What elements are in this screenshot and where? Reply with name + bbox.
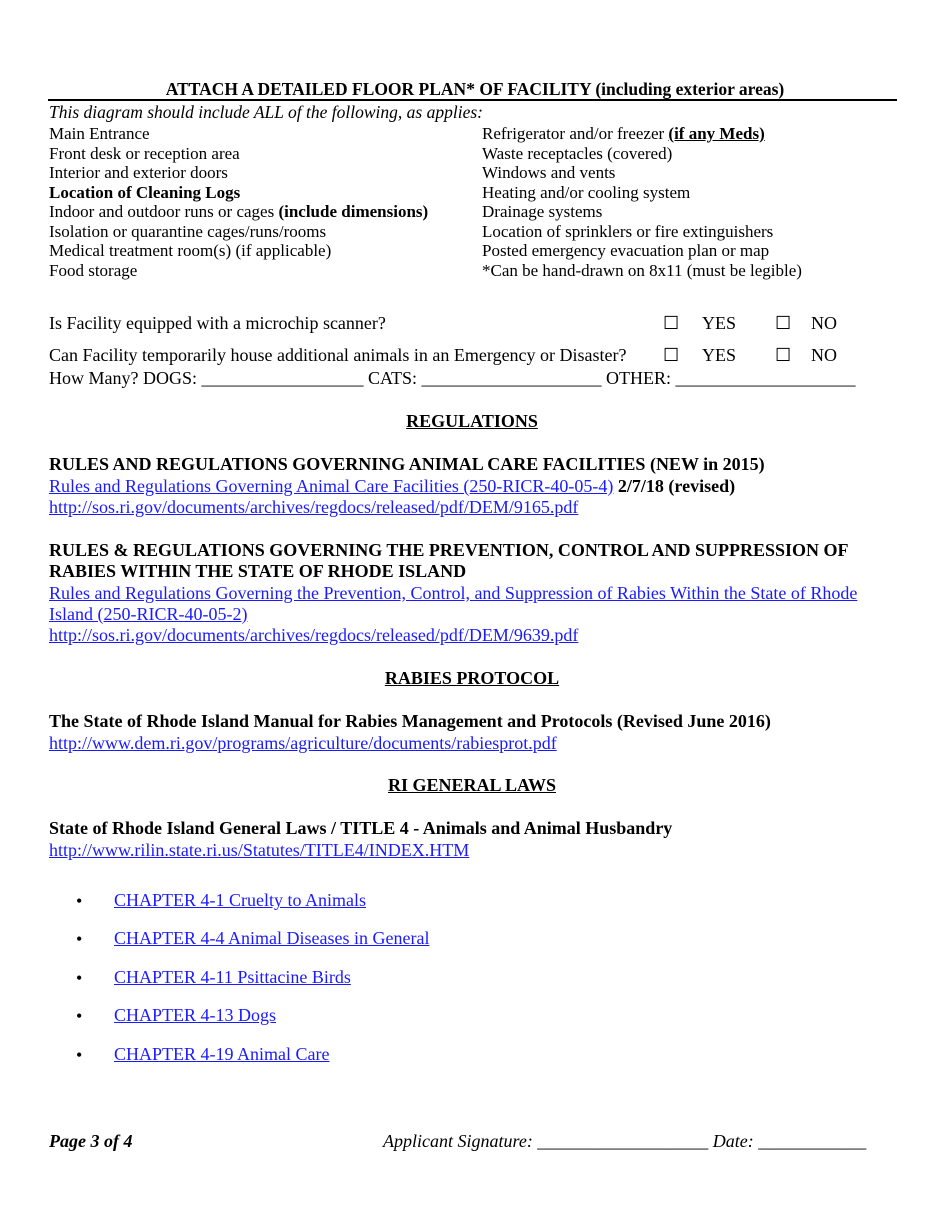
item-doors: Interior and exterior doors bbox=[49, 163, 228, 182]
bullet: • bbox=[76, 1006, 83, 1026]
question-emergency-housing: Can Facility temporarily house additional animals in an Emergency or Disaster? bbox=[49, 345, 627, 365]
emergency-no-checkbox[interactable]: ☐ bbox=[775, 345, 792, 365]
chapter-4-13-link[interactable]: CHAPTER 4-13 Dogs bbox=[114, 1005, 277, 1025]
item-food-storage: Food storage bbox=[49, 261, 138, 280]
chapter-4-11-link[interactable]: CHAPTER 4-11 Psittacine Birds bbox=[114, 967, 351, 987]
item-drainage: Drainage systems bbox=[482, 202, 603, 221]
emergency-no-label: NO bbox=[811, 345, 837, 365]
rabies-protocol-heading: RABIES PROTOCOL bbox=[384, 668, 560, 688]
page-number: Page 3 of 4 bbox=[49, 1131, 133, 1151]
animal-care-rules-title: RULES AND REGULATIONS GOVERNING ANIMAL CARE FACILITIES (NEW in 2015) bbox=[49, 454, 765, 474]
animal-care-rules-line bbox=[49, 476, 735, 498]
item-runs-dimensions: (include dimensions) bbox=[278, 202, 429, 221]
microchip-yes-checkbox[interactable]: ☐ bbox=[663, 313, 680, 333]
item-medical-room: Medical treatment room(s) (if applicable) bbox=[49, 241, 332, 260]
bullet: • bbox=[76, 929, 83, 949]
signature-date-line[interactable]: Applicant Signature: ___________________ Date: ____________ bbox=[383, 1131, 867, 1151]
item-refrigerator-text: Refrigerator and/or freezer bbox=[482, 124, 669, 143]
rabies-rules-title-line2: RABIES WITHIN THE STATE OF RHODE ISLAND bbox=[49, 561, 467, 581]
regulations-heading: REGULATIONS bbox=[406, 411, 538, 431]
item-front-desk: Front desk or reception area bbox=[49, 144, 240, 163]
microchip-yes-label: YES bbox=[702, 313, 737, 333]
item-hand-drawn-note: *Can be hand-drawn on 8x11 (must be legible) bbox=[482, 261, 802, 280]
bullet: • bbox=[76, 1045, 83, 1065]
chapter-4-19-link[interactable]: CHAPTER 4-19 Animal Care bbox=[114, 1044, 330, 1064]
general-laws-url[interactable]: http://www.rilin.state.ri.us/Statutes/TITLE4/INDEX.HTM bbox=[49, 840, 470, 860]
general-laws-heading: RI GENERAL LAWS bbox=[387, 775, 557, 795]
item-evacuation: Posted emergency evacuation plan or map bbox=[482, 241, 770, 260]
item-windows: Windows and vents bbox=[482, 163, 616, 182]
item-main-entrance: Main Entrance bbox=[49, 124, 150, 143]
item-cleaning-logs: Location of Cleaning Logs bbox=[49, 183, 241, 202]
general-laws-title: State of Rhode Island General Laws / TITLE 4 - Animals and Animal Husbandry bbox=[49, 818, 673, 838]
rabies-rules-link-line1[interactable]: Rules and Regulations Governing the Prevention, Control, and Suppression of Rabies Within the State of Rhode bbox=[49, 583, 858, 603]
item-waste: Waste receptacles (covered) bbox=[482, 144, 673, 163]
rabies-rules-link-line2[interactable]: Island (250-RICR-40-05-2) bbox=[49, 604, 248, 624]
question-microchip: Is Facility equipped with a microchip scanner? bbox=[49, 313, 386, 333]
floor-plan-title: ATTACH A DETAILED FLOOR PLAN* OF FACILITY (including exterior areas) bbox=[165, 79, 785, 99]
emergency-yes-label: YES bbox=[702, 345, 737, 365]
rabies-manual-url[interactable]: http://www.dem.ri.gov/programs/agriculture/documents/rabiesprot.pdf bbox=[49, 733, 557, 753]
chapter-4-4-link[interactable]: CHAPTER 4-4 Animal Diseases in General bbox=[114, 928, 430, 948]
animal-care-rules-url[interactable]: http://sos.ri.gov/documents/archives/regdocs/released/pdf/DEM/9165.pdf bbox=[49, 497, 579, 517]
microchip-no-checkbox[interactable]: ☐ bbox=[775, 313, 792, 333]
rabies-rules-url[interactable]: http://sos.ri.gov/documents/archives/regdocs/released/pdf/DEM/9639.pdf bbox=[49, 625, 579, 645]
microchip-no-label: NO bbox=[811, 313, 837, 333]
floor-plan-intro: This diagram should include ALL of the following, as applies: bbox=[49, 102, 483, 122]
item-isolation: Isolation or quarantine cages/runs/rooms bbox=[49, 222, 327, 241]
rabies-manual-title: The State of Rhode Island Manual for Rabies Management and Protocols (Revised June 2016) bbox=[49, 711, 771, 731]
item-runs-cages bbox=[49, 202, 428, 222]
item-runs-text: Indoor and outdoor runs or cages bbox=[49, 202, 279, 221]
bullet: • bbox=[76, 891, 83, 911]
item-sprinklers: Location of sprinklers or fire extinguishers bbox=[482, 222, 774, 241]
how-many-fields[interactable]: How Many? DOGS: __________________ CATS: ____________________ OTHER: ____________________ bbox=[49, 368, 856, 388]
item-refrigerator bbox=[482, 124, 765, 144]
title-divider bbox=[48, 99, 897, 101]
item-refrigerator-meds: (if any Meds) bbox=[668, 124, 765, 143]
animal-care-rules-link[interactable]: Rules and Regulations Governing Animal Care Facilities (250-RICR-40-05-4) bbox=[49, 476, 614, 496]
emergency-yes-checkbox[interactable]: ☐ bbox=[663, 345, 680, 365]
item-hvac: Heating and/or cooling system bbox=[482, 183, 691, 202]
chapter-4-1-link[interactable]: CHAPTER 4-1 Cruelty to Animals bbox=[114, 890, 366, 910]
bullet: • bbox=[76, 968, 83, 988]
animal-care-rules-revised: 2/7/18 (revised) bbox=[613, 476, 736, 496]
rabies-rules-title-line1: RULES & REGULATIONS GOVERNING THE PREVENTION, CONTROL AND SUPPRESSION OF bbox=[49, 540, 849, 560]
